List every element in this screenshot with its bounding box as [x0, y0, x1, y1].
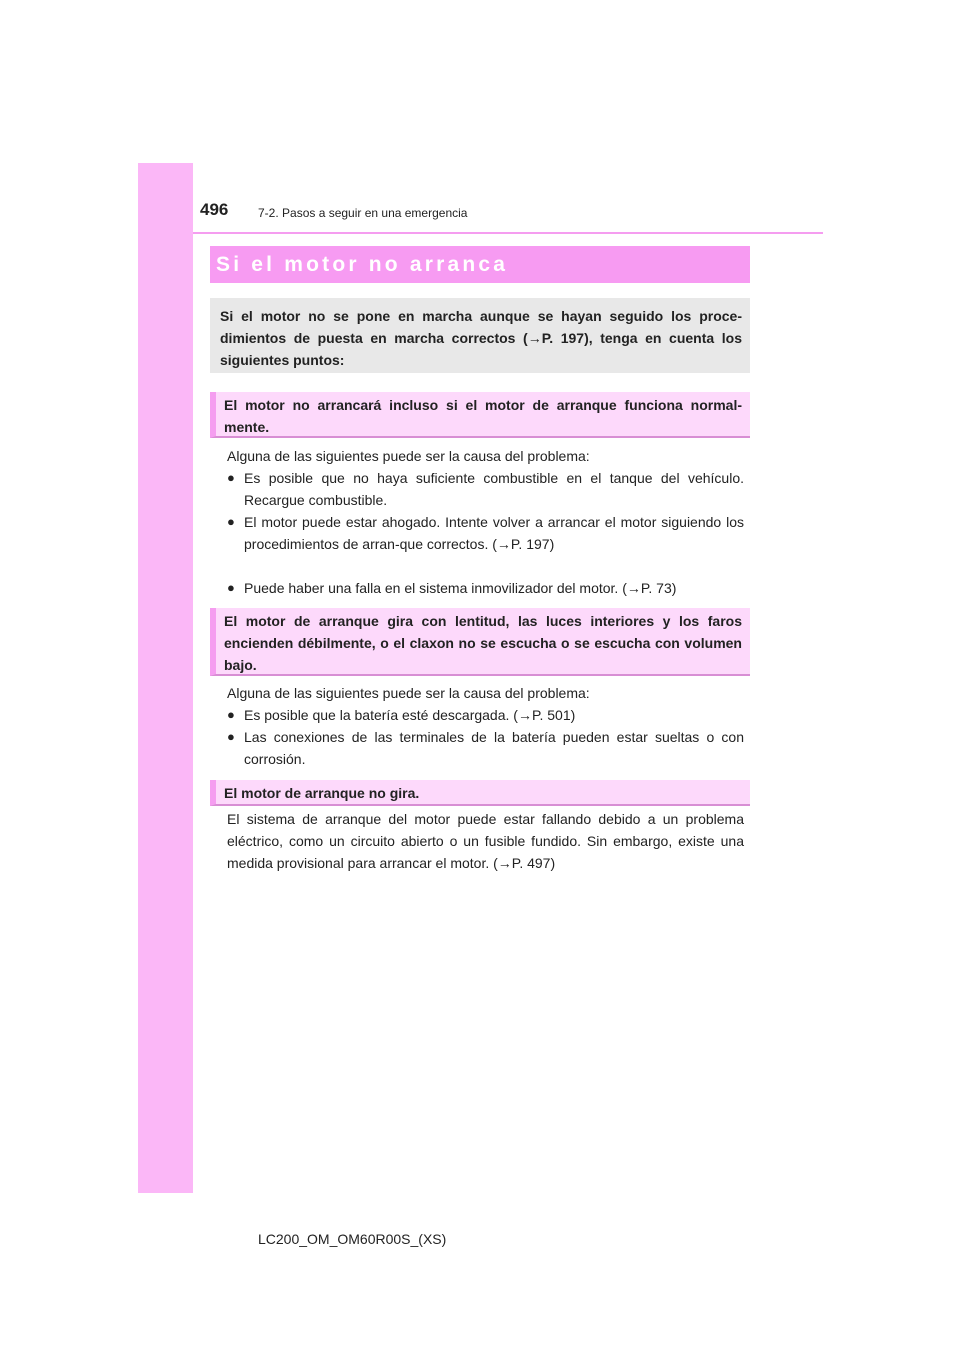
section-3-body: El sistema de arranque del motor puede estar fallando debido a un problema eléctrico, como un circuito abierto o un fusible fundido. Sin embargo, existe una medida provisional para arrancar el motor. (→P. 497) [227, 811, 744, 871]
bullet-icon: ● [227, 580, 235, 595]
list-item-text: Puede haber una falla en el sistema inmovilizador del motor. (→P. 73) [244, 580, 677, 596]
list-item [227, 467, 744, 511]
list-item [227, 704, 744, 726]
list-item-text: El motor puede estar ahogado. Intente volver a arrancar el motor siguiendo los procedimientos de arran-que correctos. (→P. 197) [244, 514, 744, 552]
list-item [227, 577, 744, 599]
header-divider [193, 232, 823, 234]
chapter-heading: 7-2. Pasos a seguir en una emergencia [258, 206, 468, 220]
subheading-starter-not-turning: El motor de arranque no gira. [210, 780, 750, 806]
bullet-icon: ● [227, 514, 235, 529]
list-item-text: Es posible que no haya suficiente combustible en el tanque del vehículo. Recargue combustible. [244, 470, 744, 508]
bullet-icon: ● [227, 729, 235, 744]
section-1-lead: Alguna de las siguientes puede ser la causa del problema: [227, 448, 590, 464]
section-title-bar [210, 246, 750, 283]
list-item-text: Las conexiones de las terminales de la batería pueden estar sueltas o con corrosión. [244, 729, 744, 767]
subheading-starter-works: El motor no arrancará incluso si el motor de arranque funciona normal-mente. [210, 392, 750, 438]
bullet-icon: ● [227, 707, 235, 722]
list-item-text: Es posible que la batería esté descargada. (→P. 501) [244, 707, 576, 723]
list-item [227, 511, 744, 555]
page-number: 496 [200, 200, 229, 219]
document-footer: LC200_OM_OM60R00S_(XS) [258, 1231, 447, 1247]
list-item [227, 726, 744, 770]
subheading-starter-slow: El motor de arranque gira con lentitud, las luces interiores y los faros encienden débilmente, o el claxon no se escucha o se escucha con volumen bajo. [210, 608, 750, 676]
section-title: Si el motor no arranca [216, 253, 509, 276]
bullet-icon: ● [227, 470, 235, 485]
chapter-sidebar-tab [138, 163, 193, 1193]
section-2-lead: Alguna de las siguientes puede ser la causa del problema: [227, 685, 590, 701]
intro-box: Si el motor no se pone en marcha aunque se hayan seguido los proce-dimientos de puesta en marcha correctos (→P. 197), tenga en cuenta los siguientes puntos: [210, 298, 750, 373]
